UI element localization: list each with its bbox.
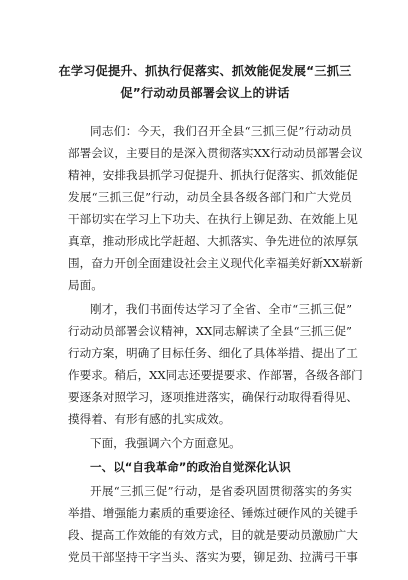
paragraph-2-line-1: 刚才，我们书面传达学习了全省、全市“三抓三促” [90,302,352,316]
paragraph-2-line-2: 行动动员部署会议精神，XX同志解读了全县“三抓三促” [68,324,352,338]
section-paragraph-line-2: 举措、增强能力素质的重要途径、锤炼过硬作风的关键手 [68,506,358,520]
paragraph-1-line-2: 部署会议，主要目的是深入贯彻落实XX行动动员部署会议 [68,146,363,160]
paragraph-1-line-8: 局面。 [68,278,103,292]
section-paragraph-line-3: 段、提高工作效能的有效方式，目的就是要动员激励广大 [68,528,358,542]
document-title-line-1: 在学习促提升、抓执行促落实、抓效能促发展“三抓三 [58,64,352,78]
paragraph-3-line-1: 下面，我强调六个方面意见。 [90,436,241,450]
paragraph-2-line-5: 要逐条对照学习，逐项推进落实，确保行动取得看得见、 [68,390,358,404]
paragraph-2-line-4: 作要求。稍后，XX同志还要提要求、作部署，各级各部门 [68,368,363,382]
paragraph-1-line-3: 精神，安排我县抓学习促提升、抓执行促落实、抓效能促 [68,168,358,182]
paragraph-1-line-1: 同志们：今天，我们召开全县“三抓三促”行动动员 [90,124,352,138]
section-paragraph-line-1: 开展“三抓三促”行动，是省委巩固贯彻落实的务实 [90,484,352,498]
section-heading-1: 一、以“自我革命”的政治自觉深化认识 [90,460,291,474]
paragraph-1-line-5: 干部切实在学习上下功夫、在执行上铆足劲、在效能上见 [68,212,358,226]
paragraph-2-line-6: 摸得着、有形有感的扎实成效。 [68,412,231,426]
document-title-line-2: 促”行动动员部署会议上的讲话 [120,86,290,100]
paragraph-1-line-6: 真章，推动形成比学赶超、大抓落实、争先进位的浓厚氛 [68,234,358,248]
section-paragraph-line-4: 党员干部坚持干字当头、落实为要，铆足劲、拉满弓干事 [68,550,358,564]
paragraph-1-line-7: 围，奋力开创全面建设社会主义现代化幸福美好新XX崭新 [68,256,363,270]
paragraph-2-line-3: 行动方案，明确了目标任务、细化了具体举措、提出了工 [68,346,358,360]
paragraph-1-line-4: 发展“三抓三促”行动，动员全县各级各部门和广大党员 [68,190,352,204]
